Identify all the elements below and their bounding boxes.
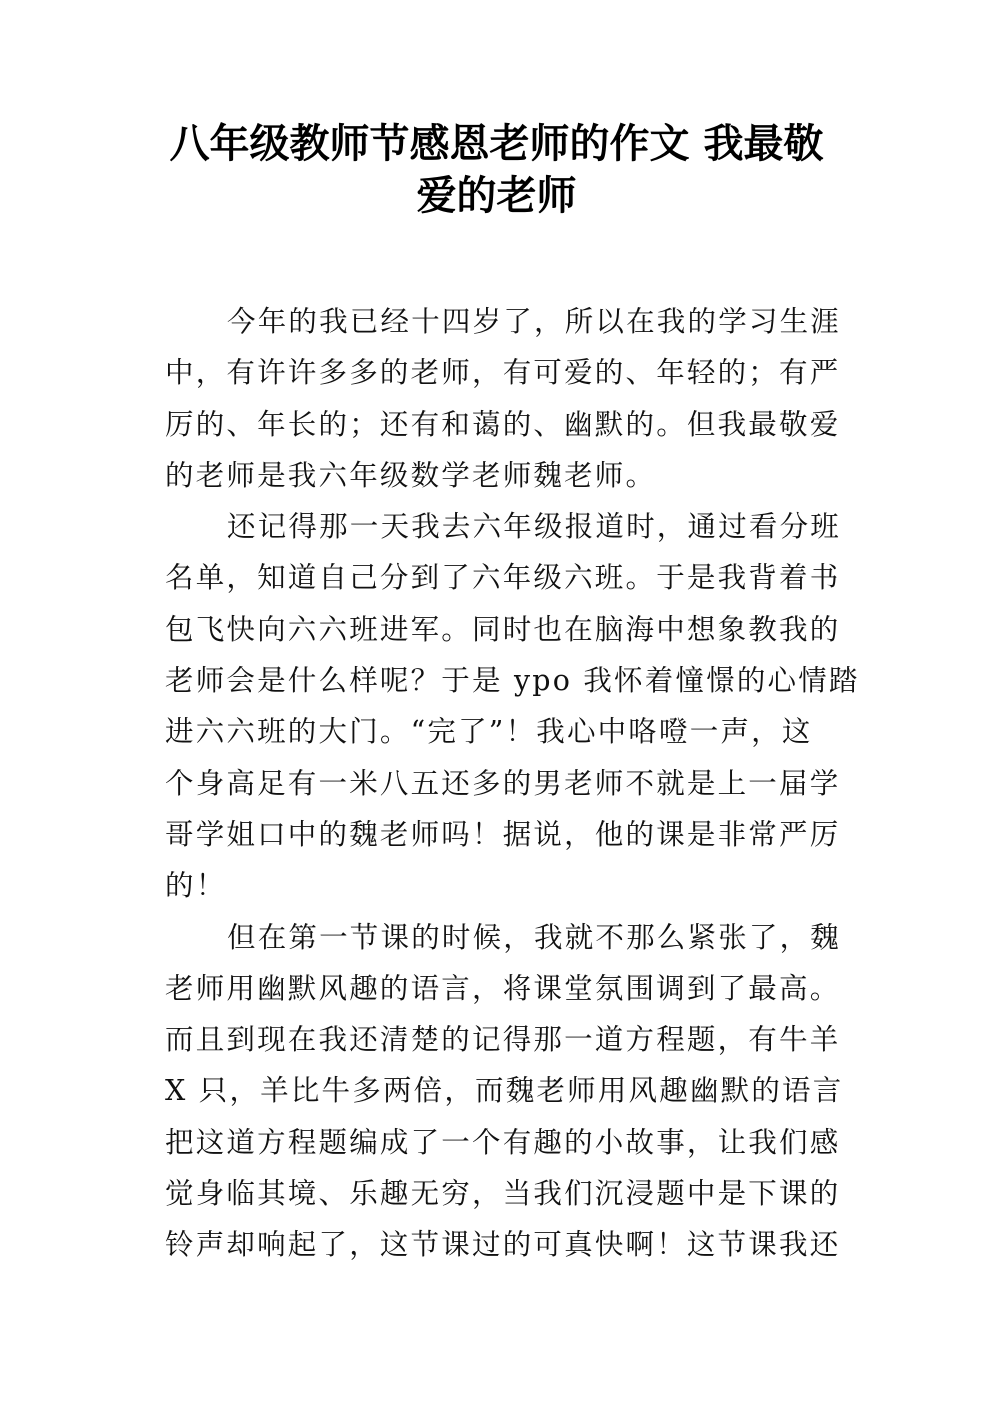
text-line: 而且到现在我还清楚的记得那一道方程题，有牛羊	[165, 1023, 841, 1057]
text-line: 的！	[165, 869, 227, 903]
text-line: 中，有许许多多的老师，有可爱的、年轻的；有严	[165, 356, 841, 390]
text-line: 老师用幽默风趣的语言，将课堂氛围调到了最高。	[165, 971, 841, 1005]
document-title	[150, 118, 843, 222]
text-line: 觉身临其境、乐趣无穷，当我们沉浸题中是下课的	[165, 1177, 841, 1211]
text-line: 铃声却响起了，这节课过的可真快啊！这节课我还	[165, 1228, 841, 1262]
text-line: 厉的、年长的；还有和蔼的、幽默的。但我最敬爱	[165, 407, 841, 441]
text-line: 但在第一节课的时候，我就不那么紧张了，魏	[227, 920, 842, 954]
text-line: 哥学姐口中的魏老师吗！据说，他的课是非常严厉	[165, 817, 841, 851]
text-line: 名单，知道自己分到了六年级六班。于是我背着书	[165, 561, 841, 595]
text-line: 把这道方程题编成了一个有趣的小故事，让我们感	[165, 1125, 841, 1159]
document-body	[165, 296, 860, 1271]
text-line: 进六六班的大门。“完了”！我心中咯噔一声，这	[165, 715, 813, 749]
text-line: X 只，羊比牛多两倍，而魏老师用风趣幽默的语言	[165, 1074, 844, 1108]
text-line: 还记得那一天我去六年级报道时，通过看分班	[227, 510, 842, 544]
text-line: 个身高足有一米八五还多的男老师不就是上一届学	[165, 766, 841, 800]
text-line: 包飞快向六六班进军。同时也在脑海中想象教我的	[165, 612, 841, 646]
text-line: 的老师是我六年级数学老师魏老师。	[165, 458, 657, 492]
title-line-2: 爱的老师	[416, 173, 577, 219]
text-line: 老师会是什么样呢？于是 ypo 我怀着憧憬的心情踏	[165, 664, 860, 698]
text-line: 今年的我已经十四岁了，所以在我的学习生涯	[227, 305, 842, 338]
title-line-1: 八年级教师节感恩老师的作文 我最敬	[169, 121, 824, 167]
